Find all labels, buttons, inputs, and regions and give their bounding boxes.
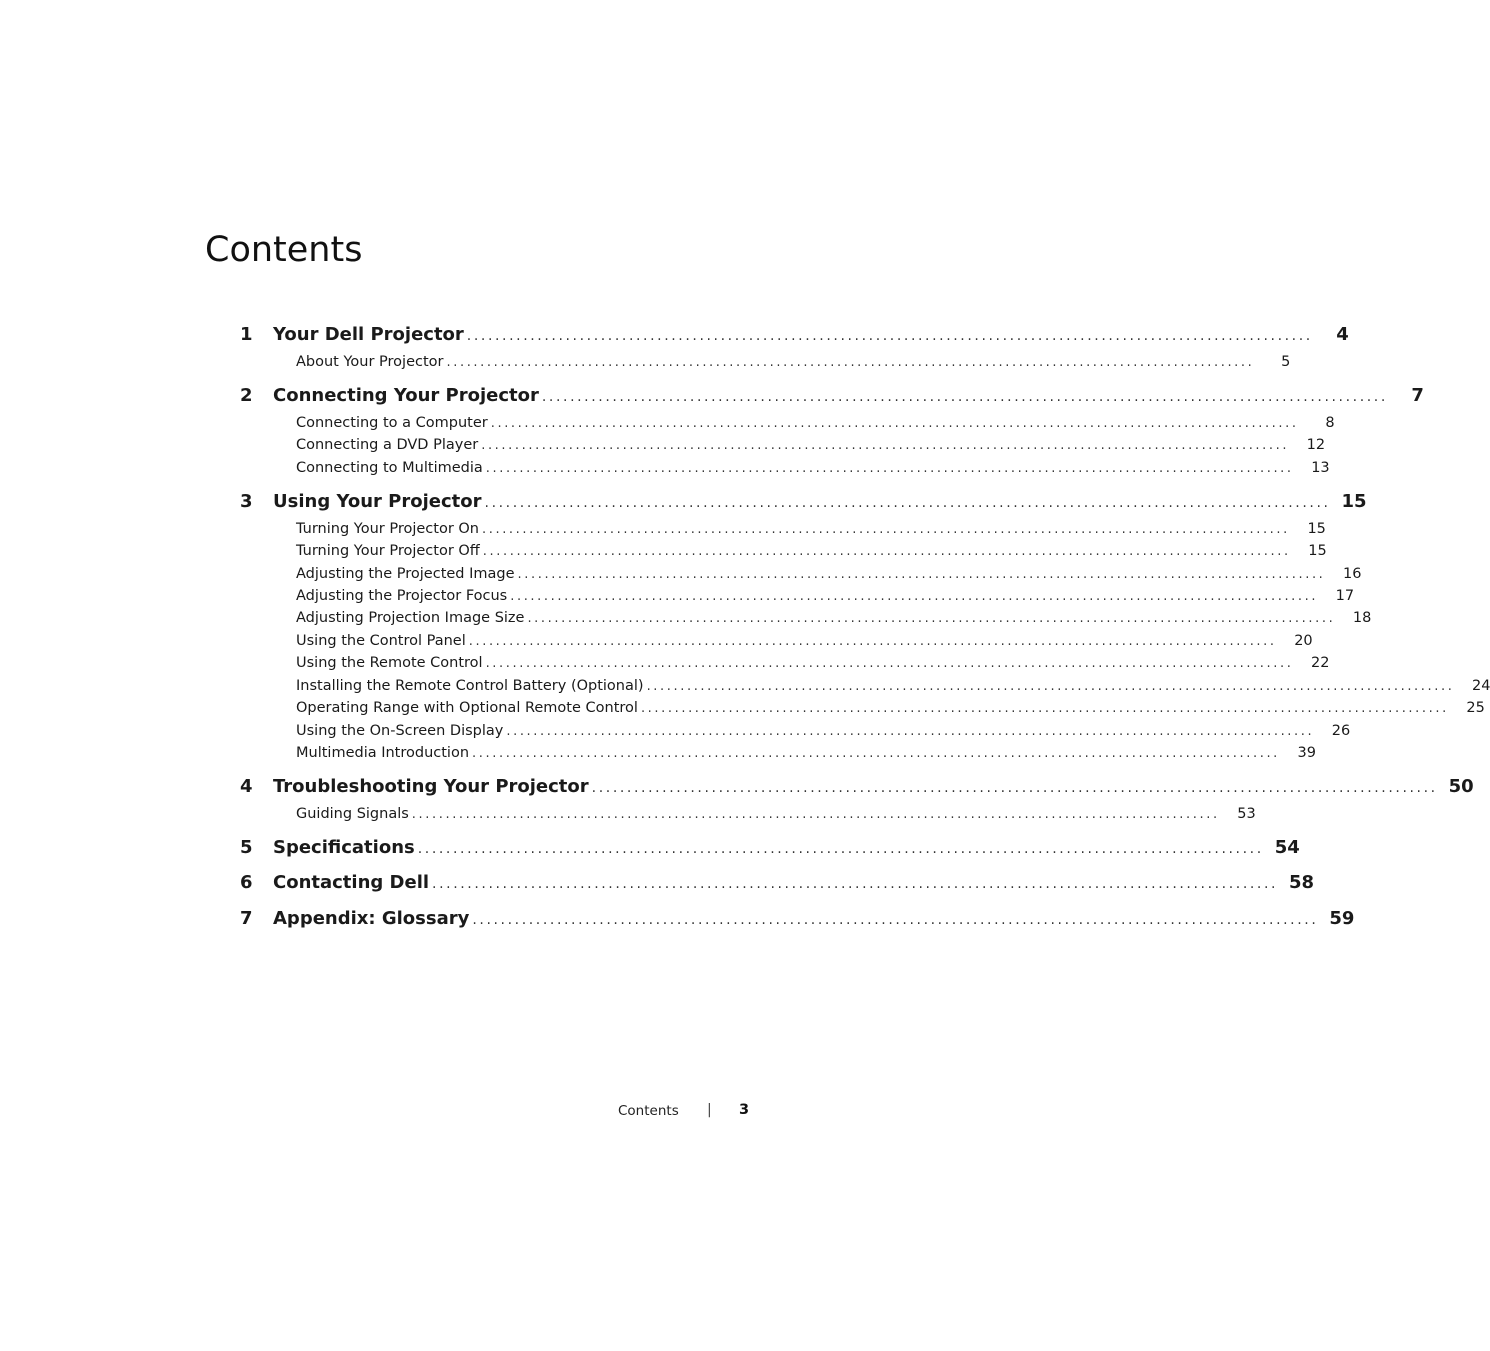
- dot-leader: ........................................................................................................................: [485, 656, 1294, 671]
- chapter-number: 6: [240, 872, 253, 893]
- toc-section-entry[interactable]: [296, 566, 1362, 588]
- toc-chapter-entry[interactable]: [273, 491, 1367, 517]
- section-page-number: 18: [1352, 610, 1372, 626]
- section-title: Operating Range with Optional Remote Control: [296, 700, 638, 716]
- toc-chapter-entry[interactable]: [273, 908, 1355, 934]
- section-page-number: 22: [1311, 655, 1330, 671]
- chapter-page-number: 4: [1336, 324, 1349, 345]
- chapter-number: 3: [240, 491, 253, 512]
- section-page-number: 12: [1306, 437, 1326, 453]
- section-title: Adjusting the Projector Focus: [296, 588, 508, 604]
- chapter-number: 7: [240, 908, 253, 929]
- toc-section-entry[interactable]: [296, 437, 1326, 459]
- chapter-number: 4: [240, 776, 253, 797]
- section-title: Connecting a DVD Player: [296, 437, 479, 453]
- toc-section-entry[interactable]: [296, 700, 1485, 722]
- section-title: Turning Your Projector On: [296, 521, 479, 537]
- section-page-number: 5: [1281, 354, 1291, 370]
- section-title: Adjusting Projection Image Size: [296, 610, 525, 626]
- dot-leader: ........................................................................................................................: [485, 461, 1294, 476]
- toc-chapter-entry[interactable]: [273, 872, 1315, 898]
- section-title: Installing the Remote Control Battery (Optional): [296, 678, 644, 694]
- section-page-number: 16: [1342, 566, 1362, 582]
- section-title: Adjusting the Projected Image: [296, 566, 515, 582]
- dot-leader: ........................................................................................................................: [466, 328, 1313, 344]
- section-title: Turning Your Projector Off: [296, 543, 480, 559]
- toc-chapter-entry[interactable]: [273, 776, 1474, 802]
- toc-section-entry[interactable]: [296, 610, 1372, 632]
- dot-leader: ........................................................................................................................: [417, 841, 1264, 857]
- dot-leader: ........................................................................................................................: [482, 544, 1291, 559]
- dot-leader: ........................................................................................................................: [506, 724, 1315, 739]
- section-page-number: 20: [1294, 633, 1313, 649]
- chapter-title: Specifications: [273, 837, 415, 858]
- dot-leader: ........................................................................................................................: [432, 876, 1279, 892]
- page-title: Contents: [205, 230, 363, 270]
- dot-leader: ........................................................................................................................: [472, 746, 1280, 761]
- footer-page-number: 3: [739, 1102, 750, 1118]
- chapter-title: Your Dell Projector: [273, 324, 464, 345]
- toc-section-entry[interactable]: [296, 521, 1326, 543]
- section-page-number: 25: [1466, 700, 1485, 716]
- section-title: Guiding Signals: [296, 806, 409, 822]
- chapter-page-number: 7: [1411, 385, 1424, 406]
- section-title: Connecting to a Computer: [296, 415, 488, 431]
- chapter-title: Appendix: Glossary: [273, 908, 470, 929]
- dot-leader: ........................................................................................................................: [484, 495, 1331, 511]
- section-page-number: 39: [1297, 745, 1316, 761]
- section-title: Multimedia Introduction: [296, 745, 470, 761]
- chapter-number: 2: [240, 385, 253, 406]
- dot-leader: ........................................................................................................................: [541, 389, 1388, 405]
- dot-leader: ........................................................................................................................: [411, 807, 1220, 822]
- toc-section-entry[interactable]: [296, 723, 1351, 745]
- toc-section-entry[interactable]: [296, 354, 1291, 376]
- section-page-number: 8: [1325, 415, 1335, 431]
- section-page-number: 53: [1237, 806, 1256, 822]
- section-page-number: 15: [1308, 543, 1327, 559]
- toc-section-entry[interactable]: [296, 633, 1313, 655]
- toc-chapter-entry[interactable]: [273, 324, 1349, 350]
- dot-leader: ........................................................................................................................: [468, 634, 1277, 649]
- dot-leader: ........................................................................................................................: [640, 701, 1449, 716]
- chapter-title: Using Your Projector: [273, 491, 482, 512]
- section-title: Using the Control Panel: [296, 633, 466, 649]
- toc-section-entry[interactable]: [296, 806, 1256, 828]
- dot-leader: ........................................................................................................................: [481, 438, 1290, 453]
- dot-leader: ........................................................................................................................: [472, 912, 1319, 928]
- toc-section-entry[interactable]: [296, 543, 1327, 565]
- dot-leader: ........................................................................................................................: [510, 589, 1319, 604]
- dot-leader: ........................................................................................................................: [527, 611, 1336, 626]
- toc-section-entry[interactable]: [296, 745, 1316, 767]
- section-page-number: 15: [1307, 521, 1326, 537]
- section-page-number: 13: [1311, 460, 1330, 476]
- chapter-page-number: 15: [1341, 491, 1367, 512]
- toc-section-entry[interactable]: [296, 415, 1335, 437]
- footer-separator: |: [707, 1102, 712, 1118]
- section-title: Connecting to Multimedia: [296, 460, 483, 476]
- toc-chapter-entry[interactable]: [273, 385, 1424, 411]
- dot-leader: ........................................................................................................................: [446, 355, 1255, 370]
- chapter-number: 5: [240, 837, 253, 858]
- dot-leader: ........................................................................................................................: [482, 522, 1290, 537]
- dot-leader: ........................................................................................................................: [591, 780, 1438, 796]
- dot-leader: ........................................................................................................................: [646, 679, 1455, 694]
- chapter-page-number: 58: [1289, 872, 1315, 893]
- chapter-number: 1: [240, 324, 253, 345]
- section-page-number: 17: [1335, 588, 1355, 604]
- section-title: Using the On-Screen Display: [296, 723, 504, 739]
- chapter-page-number: 54: [1274, 837, 1300, 858]
- dot-leader: ........................................................................................................................: [490, 416, 1299, 431]
- section-page-number: 26: [1331, 723, 1351, 739]
- toc-section-entry[interactable]: [296, 655, 1330, 677]
- chapter-title: Contacting Dell: [273, 872, 430, 893]
- dot-leader: ........................................................................................................................: [517, 567, 1326, 582]
- section-page-number: 24: [1472, 678, 1490, 694]
- section-title: About Your Projector: [296, 354, 444, 370]
- chapter-title: Connecting Your Projector: [273, 385, 539, 406]
- toc-section-entry[interactable]: [296, 678, 1490, 700]
- footer-section-label: Contents: [618, 1103, 679, 1119]
- chapter-page-number: 59: [1329, 908, 1355, 929]
- chapter-page-number: 50: [1448, 776, 1474, 797]
- toc-section-entry[interactable]: [296, 588, 1355, 610]
- toc-section-entry[interactable]: [296, 460, 1330, 482]
- chapter-title: Troubleshooting Your Projector: [273, 776, 589, 797]
- section-title: Using the Remote Control: [296, 655, 483, 671]
- toc-chapter-entry[interactable]: [273, 837, 1300, 863]
